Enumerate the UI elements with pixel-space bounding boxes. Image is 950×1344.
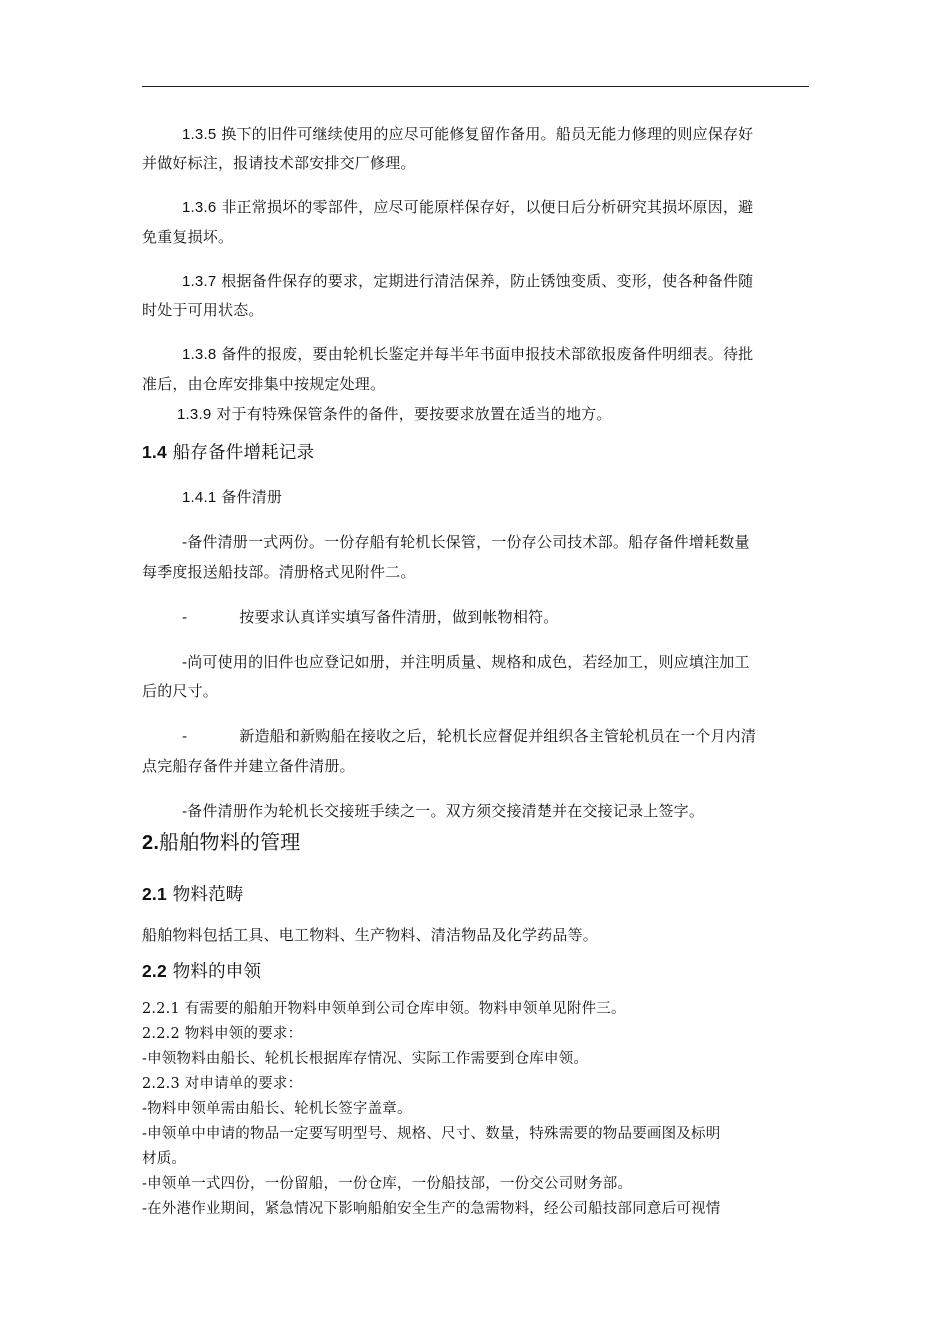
para-1-3-7-line1 xyxy=(182,267,753,296)
para-number: 1.3.5 xyxy=(182,126,217,143)
bullet-text: 新造船和新购船在接收之后，轮机长应督促并组织各主管轮机员在一个月内清 xyxy=(239,727,757,745)
bullet-dash: - xyxy=(182,608,188,626)
section-2-2-line: -物料申领单需由船长、轮机长签字盖章。 xyxy=(142,1101,412,1117)
bullet-4-line1 xyxy=(182,722,756,751)
heading-text: 船存备件增耗记录 xyxy=(172,443,315,463)
heading-number: 2.1 xyxy=(142,884,167,904)
section-2-2-line: -在外港作业期间，紧急情况下影响船舶安全生产的急需物料，经公司船技部同意后可视情 xyxy=(142,1201,721,1217)
bullet-5: -备件清册作为轮机长交接班手续之一。双方须交接清楚并在交接记录上签字。 xyxy=(182,802,705,820)
heading-text: 物料范畴 xyxy=(172,885,244,905)
bullet-1-line2: 每季度报送船技部。清册格式见附件二。 xyxy=(142,563,416,581)
heading-number: 2. xyxy=(142,832,160,854)
para-1-3-5-line2: 并做好标注，报请技术部安排交厂修理。 xyxy=(142,154,416,172)
bullet-2 xyxy=(182,603,558,632)
section-heading-2 xyxy=(142,828,301,858)
para-number: 1.3.7 xyxy=(182,273,217,290)
bullet-1-line1: -备件清册一式两份。一份存船有轮机长保管，一份存公司技术部。船存备件增耗数量 xyxy=(182,533,750,551)
subsection-heading-1-4-1 xyxy=(182,483,282,512)
para-number: 1.3.9 xyxy=(177,406,212,423)
section-2-1-body: 船舶物料包括工具、电工物料、生产物料、清洁物品及化学药品等。 xyxy=(142,926,599,944)
section-2-2-line: -申领单中申请的物品一定要写明型号、规格、尺寸、数量，特殊需要的物品要画图及标明 xyxy=(142,1126,721,1142)
section-2-2-line: -申领物料由船长、轮机长根据库存情况、实际工作需要到仓库申领。 xyxy=(142,1051,589,1067)
para-text: 备件的报废，要由轮机长鉴定并每半年书面申报技术部欲报废备件明细表。待批 xyxy=(221,345,754,363)
section-2-2-line: -申领单一式四份，一份留船，一份仓库，一份船技部，一份交公司财务部。 xyxy=(142,1176,633,1192)
heading-number: 1.4 xyxy=(142,442,167,462)
para-number: 1.3.8 xyxy=(182,346,217,363)
section-heading-1-4 xyxy=(142,438,314,468)
section-2-2-line: 材质。 xyxy=(142,1151,187,1167)
para-1-3-7-line2: 时处于可用状态。 xyxy=(142,301,264,319)
heading-number: 1.4.1 xyxy=(182,489,217,506)
heading-text: 物料的申领 xyxy=(172,962,262,982)
heading-text: 备件清册 xyxy=(221,488,283,506)
bullet-3-line2: 后的尺寸。 xyxy=(142,682,219,700)
para-text: 换下的旧件可继续使用的应尽可能修复留作备用。船员无能力修理的则应保存好 xyxy=(221,125,754,143)
para-text: 根据备件保存的要求，定期进行清洁保养，防止锈蚀变质、变形，使各种备件随 xyxy=(221,272,754,290)
para-1-3-6-line1 xyxy=(182,193,753,222)
para-1-3-6-line2: 免重复损坏。 xyxy=(142,228,234,246)
heading-text: 船舶物料的管理 xyxy=(159,830,301,854)
section-2-2-line: 2.2.3 对申请单的要求： xyxy=(142,1076,303,1092)
para-text: 对于有特殊保管条件的备件，要按要求放置在适当的地方。 xyxy=(216,405,612,423)
para-1-3-9 xyxy=(177,400,612,429)
para-1-3-8-line1 xyxy=(182,340,753,369)
bullet-dash: - xyxy=(182,727,188,745)
para-number: 1.3.6 xyxy=(182,199,217,216)
heading-number: 2.2 xyxy=(142,961,167,981)
bullet-4-line2: 点完船存备件并建立备件清册。 xyxy=(142,757,355,775)
section-heading-2-1 xyxy=(142,880,244,910)
section-2-2-line: 2.2.2 物料申领的要求： xyxy=(142,1026,303,1042)
bullet-text: 按要求认真详实填写备件清册，做到帐物相符。 xyxy=(239,608,559,626)
para-text: 非正常损坏的零部件，应尽可能原样保存好，以便日后分析研究其损坏原因，避 xyxy=(221,198,754,216)
section-2-2-line: 2.2.1 有需要的船舶开物料申领单到公司仓库申领。物料申领单见附件三。 xyxy=(142,1001,626,1017)
bullet-3-line1: -尚可使用的旧件也应登记如册，并注明质量、规格和成色，若经加工，则应填注加工 xyxy=(182,653,750,671)
para-1-3-5-line1 xyxy=(182,120,753,149)
header-rule xyxy=(142,86,809,87)
para-1-3-8-line2: 准后，由仓库安排集中按规定处理。 xyxy=(142,375,386,393)
section-heading-2-2 xyxy=(142,957,261,987)
